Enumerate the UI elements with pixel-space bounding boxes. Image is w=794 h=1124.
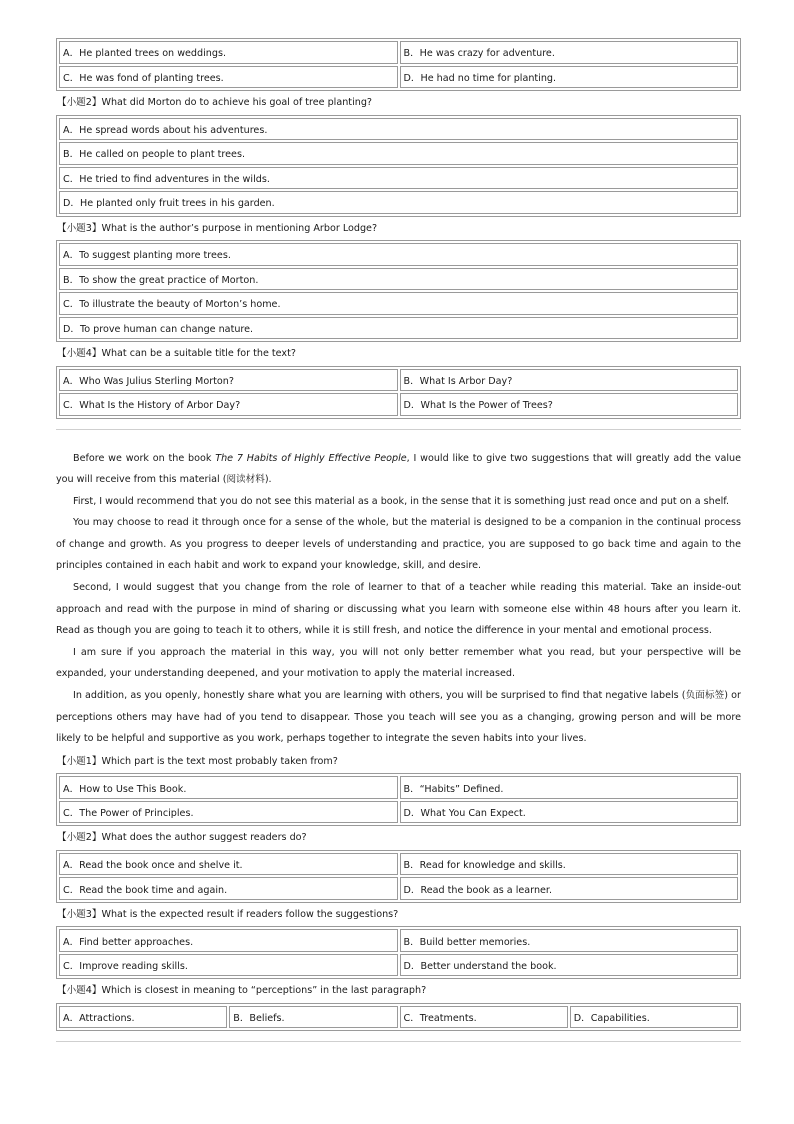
reading-passage	[56, 448, 741, 750]
option-a[interactable]: A．How to Use This Book.	[59, 776, 398, 799]
option-b[interactable]: B．He was crazy for adventure.	[400, 41, 739, 64]
option-d[interactable]: D．What You Can Expect.	[400, 801, 739, 824]
option-c[interactable]: C．He tried to find adventures in the wilds.	[59, 167, 738, 190]
option-d[interactable]: D．Capabilities.	[570, 1006, 738, 1029]
s2-q3-options	[56, 926, 741, 979]
paragraph-1: Before we work on the book The 7 Habits of Highly Effective People, I would like to give two suggestions that will greatly add the value you will receive from this material (阅读材料).	[56, 452, 741, 486]
document-page	[56, 38, 741, 1042]
option-a[interactable]: A．He spread words about his adventures.	[59, 118, 738, 141]
s2-q1-question: 【小题1】Which part is the text most probably taken from?	[57, 755, 338, 767]
section-divider	[56, 1041, 741, 1042]
option-a[interactable]: A．He planted trees on weddings.	[59, 41, 398, 64]
option-a[interactable]: A．To suggest planting more trees.	[59, 243, 738, 266]
s2-q3-question: 【小题3】What is the expected result if readers follow the suggestions?	[57, 908, 399, 920]
option-b[interactable]: B．“Habits” Defined.	[400, 776, 739, 799]
option-d[interactable]: D．Read the book as a learner.	[400, 877, 739, 900]
option-c[interactable]: C．What Is the History of Arbor Day?	[59, 393, 398, 416]
option-a[interactable]: A．Find better approaches.	[59, 929, 398, 952]
s2-q1-options	[56, 773, 741, 826]
option-d[interactable]: D．He planted only fruit trees in his garden.	[59, 191, 738, 214]
option-c[interactable]: C．To illustrate the beauty of Morton’s home.	[59, 292, 738, 315]
option-b[interactable]: B．He called on people to plant trees.	[59, 142, 738, 165]
s2-q4-options	[56, 1003, 741, 1032]
option-c[interactable]: C．He was fond of planting trees.	[59, 66, 398, 89]
s1-q2-question: 【小题2】What did Morton do to achieve his goal of tree planting?	[57, 97, 373, 108]
option-d[interactable]: D．To prove human can change nature.	[59, 317, 738, 340]
option-c[interactable]: C．The Power of Principles.	[59, 801, 398, 824]
paragraph-6: In addition, as you openly, honestly share what you are learning with others, you will be surprised to find that negative labels (负面标签) or perceptions others may have had of you tend to disappear. Those you teach will see you as a changing, growing person and will be more likely to be helpful and supportive as you work, perhaps together to integrate the seven habits into your lives.	[56, 690, 741, 745]
option-a[interactable]: A．Read the book once and shelve it.	[59, 853, 398, 876]
paragraph-2: First, I would recommend that you do not see this material as a book, in the sense that it is something just read once and put on a shelf.	[73, 495, 730, 507]
option-b[interactable]: B．Read for knowledge and skills.	[400, 853, 739, 876]
option-c[interactable]: C．Read the book time and again.	[59, 877, 398, 900]
s1-q4-options	[56, 366, 741, 419]
option-d[interactable]: D．Better understand the book.	[400, 954, 739, 977]
section-divider	[56, 429, 741, 430]
option-c[interactable]: C．Treatments.	[400, 1006, 568, 1029]
s1-q2-options	[56, 115, 741, 217]
paragraph-3: You may choose to read it through once for a sense of the whole, but the material is designed to be a companion in the continual process of change and growth. As you progress to deeper levels of understanding and practice, you are supposed to go back time and again to the principles contained in each habit and work to expand your knowledge, skill, and desire.	[56, 517, 741, 572]
s1-q3-question: 【小题3】What is the author’s purpose in mentioning Arbor Lodge?	[57, 222, 378, 234]
option-a[interactable]: A．Who Was Julius Sterling Morton?	[59, 369, 398, 392]
s2-q4-question: 【小题4】Which is closest in meaning to “perceptions” in the last paragraph?	[57, 985, 427, 997]
s2-q2-options	[56, 850, 741, 903]
option-c[interactable]: C．Improve reading skills.	[59, 954, 398, 977]
s2-q2-question: 【小题2】What does the author suggest readers do?	[57, 832, 307, 844]
book-title: The 7 Habits of Highly Effective People	[215, 452, 407, 464]
option-b[interactable]: B．What Is Arbor Day?	[400, 369, 739, 392]
paragraph-4: Second, I would suggest that you change from the role of learner to that of a teacher while reading this material. Take an inside-out approach and read with the purpose in mind of sharing or discussing what you learn with someone else within 48 hours after you learn it. Read as though you are going to teach it to others, while it is still fresh, and notice the difference in your mental and emotional process.	[56, 582, 741, 637]
option-d[interactable]: D．What Is the Power of Trees?	[400, 393, 739, 416]
s1-q4-question: 【小题4】What can be a suitable title for the text?	[57, 348, 296, 359]
option-a[interactable]: A．Attractions.	[59, 1006, 227, 1029]
option-d[interactable]: D．He had no time for planting.	[400, 66, 739, 89]
s1-q1-options	[56, 38, 741, 91]
option-b[interactable]: B．Build better memories.	[400, 929, 739, 952]
option-b[interactable]: B．To show the great practice of Morton.	[59, 268, 738, 291]
option-b[interactable]: B．Beliefs.	[229, 1006, 397, 1029]
paragraph-5: I am sure if you approach the material in this way, you will not only better remember what you read, but your perspective will be expanded, your understanding deepened, and your motivation to apply the material increased.	[56, 646, 741, 680]
s1-q3-options	[56, 240, 741, 342]
